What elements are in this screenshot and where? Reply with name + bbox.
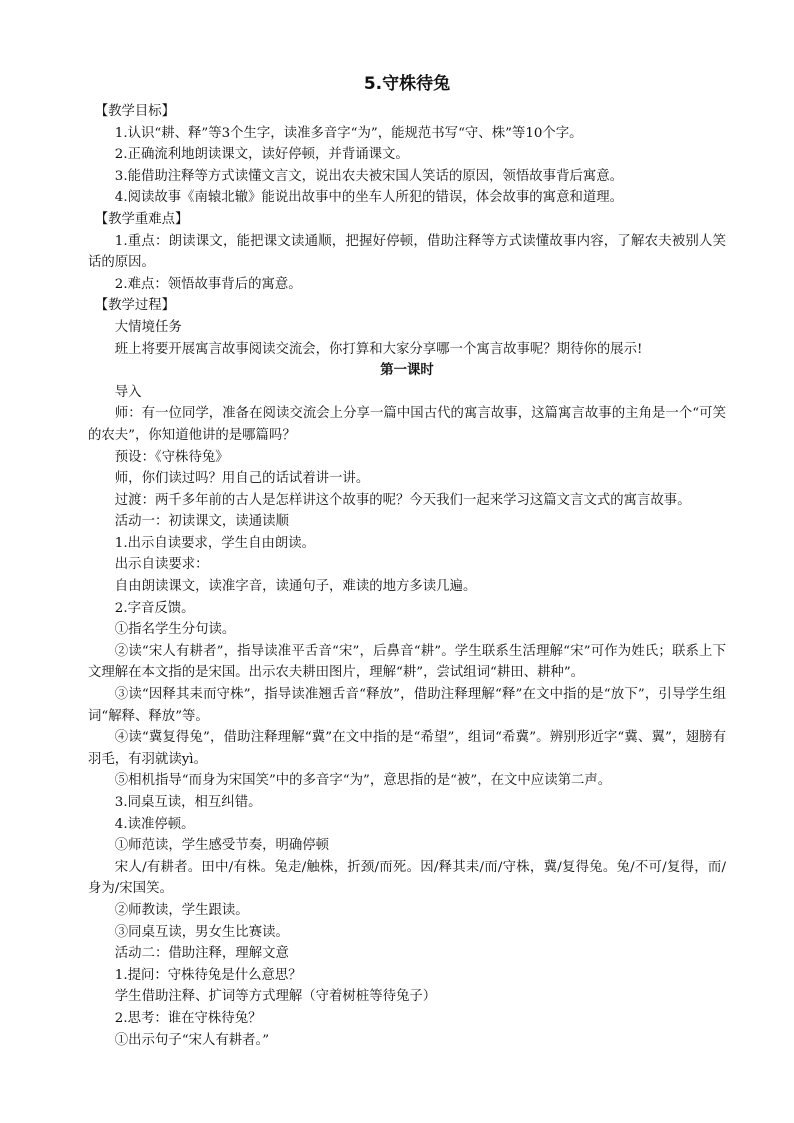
paragraph: 活动一：初读课文，读通读顺: [114, 514, 289, 530]
page-title: 5.守株待兔: [363, 74, 451, 94]
paragraph: 过渡：两千多年前的古人是怎样讲这个故事的呢？今天我们一起来学习这篇文言文式的寓言故事。: [114, 492, 691, 508]
paragraph: 班上将要开展寓言故事阅读交流会，你打算和大家分享哪一个寓言故事呢？期待你的展示!: [114, 341, 643, 357]
paragraph: 3.能借助注释等方式读懂文言文，说出农夫被宋国人笑话的原因，领悟故事背后寓意。: [114, 168, 624, 184]
document-body: [88, 101, 726, 1051]
paragraph: 2.思考：谁在守株待兔？: [114, 1010, 262, 1026]
paragraph: ③同桌互读，男女生比赛读。: [114, 924, 289, 940]
paragraph: 宋人/有耕者。田中/有株。兔走/触株，折颈/而死。因/释其耒/而/守株，冀/复得兔。兔/不可/复得，而/身为/宋国笑。: [88, 859, 726, 897]
paragraph: 1.出示自读要求，学生自由朗读。: [114, 535, 316, 551]
section-heading: 【教学过程】: [94, 298, 176, 314]
paragraph: 3.同桌互读，相互纠错。: [114, 795, 262, 810]
paragraph: 师，你们读过吗？用自己的话试着讲一讲。: [114, 471, 370, 487]
paragraph: ①指名学生分句读。: [114, 622, 236, 638]
paragraph: ①出示句子“宋人有耕者。”: [114, 1032, 270, 1048]
document-page: [88, 70, 726, 1051]
paragraph: 1.提问：守株待兔是什么意思？: [114, 967, 302, 983]
paragraph: 活动二：借助注释，理解文意: [114, 946, 289, 962]
paragraph: 1.认识“耕、释”等3个生字，读准多音字“为”，能规范书写“守、株”等10个字。: [114, 125, 583, 141]
paragraph: 自由朗读课文，读准字音，读通句子，难读的地方多读几遍。: [114, 579, 477, 595]
paragraph: ③读“因释其耒而守株”，指导读准翘舌音“释放”，借助注释理解“释”在文中指的是“放下”，引导学生组词“解释、释放”等。: [88, 687, 726, 724]
paragraph: 出示自读要求：: [114, 557, 209, 573]
paragraph: 学生借助注释、扩词等方式理解（守着树桩等待兔子）: [114, 989, 437, 1005]
paragraph: 2.正确流利地朗读课文，读好停顿，并背诵课文。: [114, 147, 409, 163]
paragraph: 大情境任务: [114, 319, 182, 335]
paragraph: 1.重点：朗读课文，能把课文读通顺，把握好停顿，借助注释等方式读懂故事内容，了解农夫被别人笑话的原因。: [88, 233, 726, 271]
paragraph: ②师教读，学生跟读。: [114, 902, 249, 918]
paragraph: ②读“宋人有耕者”，指导读准平舌音“宋”，后鼻音“耕”。学生联系生活理解“宋”可作为姓氏；联系上下文理解在本文指的是宋国。出示农夫耕田图片，理解“耕”，尝试组词“耕田、耕种”。: [88, 643, 726, 681]
paragraph: 2.难点：领悟故事背后的寓意。: [114, 276, 302, 292]
section-heading: 【教学重难点】: [94, 211, 189, 227]
paragraph: 2.字音反馈。: [114, 600, 195, 616]
paragraph: ①师范读，学生感受节奏，明确停顿: [114, 838, 330, 854]
paragraph: 师：有一位同学，准备在阅读交流会上分享一篇中国古代的寓言故事，这篇寓言故事的主角是一个“可笑的农夫”，你知道他讲的是哪篇吗？: [88, 406, 726, 443]
paragraph: ⑤相机指导“而身为宋国笑”中的多音字“为”，意思指的是“被”，在文中应读第二声。: [114, 773, 612, 789]
section-heading: 【教学目标】: [94, 104, 176, 119]
paragraph: 预设：《守株待兔》: [114, 449, 229, 465]
lesson-heading: 第一课时: [380, 363, 434, 379]
paragraph: 4.阅读故事《南辕北辙》能说出故事中的坐车人所犯的错误，体会故事的寓意和道理。: [114, 190, 624, 206]
paragraph: 4.读准停顿。: [114, 816, 195, 832]
paragraph: ④读“冀复得兔”，借助注释理解“冀”在文中指的是“希望”，组词“希冀”。辨别形近字“冀、翼”，翅膀有羽毛，有羽就读yì。: [88, 730, 726, 767]
paragraph: 导入: [114, 384, 142, 400]
